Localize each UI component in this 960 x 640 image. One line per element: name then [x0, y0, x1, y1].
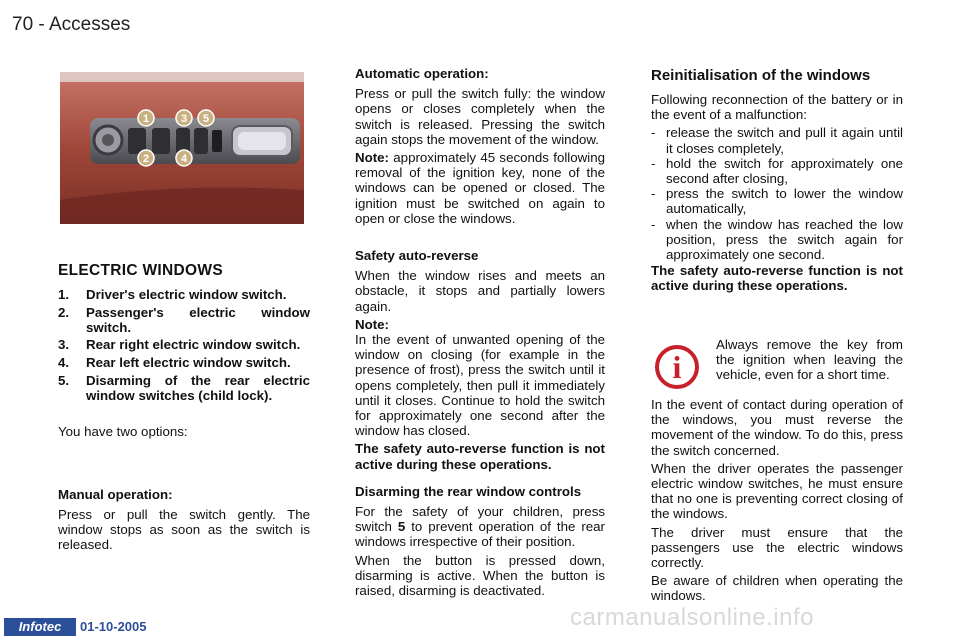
safety-auto-reverse-title: Safety auto-reverse: [355, 248, 479, 264]
safety-warning: The safety auto-reverse function is not active during these operations.: [355, 441, 605, 472]
callout-5: 5: [202, 113, 210, 125]
note-label: Note:: [355, 150, 389, 166]
list-item: - when the window has reached the low position, press the switch again for approximately one second.: [651, 216, 903, 263]
reinitialisation-intro: Following reconnection of the battery or in the event of a malfunction:: [651, 92, 903, 123]
column-2: [355, 66, 605, 598]
disarming-body-end: to prevent operation of the rear windows irrespective of their position.: [355, 519, 605, 550]
automatic-operation-title: Automatic operation:: [355, 66, 489, 81]
info-icon: [652, 342, 702, 392]
page-title: Accesses: [48, 14, 131, 35]
reinitialisation-title: Reinitialisation of the windows: [651, 67, 871, 84]
callout-4: 4: [180, 153, 188, 165]
switch-4-shape: [194, 128, 208, 154]
column-1: [58, 262, 310, 553]
paragraph-contact: In the event of contact during operation of the windows, you must reverse the movement of the window. To do this, press the switch concerned.: [651, 397, 903, 458]
window-switch-illustration: [60, 72, 304, 224]
column-3-lower: [651, 397, 903, 604]
disarming-body-start: For the safety of your children, press switch: [355, 504, 605, 535]
manual-operation-title: Manual operation:: [58, 486, 173, 502]
callout-3: 3: [180, 113, 188, 125]
column-3: [651, 68, 903, 294]
svg-text:i: i: [672, 349, 682, 385]
header-separator: -: [38, 14, 45, 35]
paragraph-children: Be aware of children when operating the windows.: [651, 573, 903, 604]
list-item: - press the switch to lower the window automatically,: [651, 186, 903, 217]
reinitialisation-warning: The safety auto-reverse function is not active during these operations.: [651, 263, 903, 294]
switch-number: 5: [397, 519, 406, 535]
info-note-text: Always remove the key from the ignition when leaving the vehicle, even for a short time.: [716, 337, 903, 383]
manual-operation-body: Press or pull the switch gently. The window stops as soon as the switch is released.: [58, 506, 310, 553]
list-item: 1. Driver's electric window switch.: [58, 287, 287, 302]
page-header: [12, 14, 130, 36]
paragraph-driver-operates: When the driver operates the passenger electric window switches, he must ensure that no one is preventing correct closing of the windows.: [651, 460, 903, 522]
list-item: - hold the switch for approximately one second after closing,: [651, 155, 903, 187]
paragraph-driver-ensure: The driver must ensure that the passengers use the electric windows correctly.: [651, 524, 903, 571]
list-item: 5. Disarming of the rear electric window switches (child lock).: [58, 372, 310, 403]
switch-list: [58, 288, 310, 404]
safety-auto-reverse-body: When the window rises and meets an obstacle, it stops and partially lowers again.: [355, 268, 605, 314]
disarming-title: Disarming the rear window controls: [355, 483, 582, 499]
note-body: approximately 45 seconds following removal of the ignition key, none of the windows can be opened or closed. The ignition must be switched on again to open or close the windows.: [355, 150, 605, 226]
options-intro: You have two options:: [58, 423, 188, 439]
callout-1: 1: [142, 113, 150, 125]
watermark: carmanualsonline.info: [570, 604, 814, 631]
note-body-2: In the event of unwanted opening of the window on closing (for example in the presence of frost), press the switch until it opens completely, then pull it immediately until it closes. Continue to hold the switch for approximately one second after the window has closed.: [355, 332, 605, 439]
door-panel-drawing: [60, 72, 304, 224]
list-item: - release the switch and pull it again until it closes completely,: [651, 125, 903, 156]
switch-5-shape: [212, 130, 222, 152]
reinitialisation-steps: [651, 125, 903, 262]
automatic-operation-body: Press or pull the switch fully: the window opens or closes completely when the switch is released. Pressing the switch again stops the movement of the window.: [355, 86, 605, 147]
section-heading-electric-windows: ELECTRIC WINDOWS: [58, 262, 223, 279]
footer-date: 01-10-2005: [80, 619, 147, 634]
info-note: [716, 337, 903, 383]
list-item: 2. Passenger's electric window switch.: [58, 304, 310, 335]
list-item: 3. Rear right electric window switch.: [58, 337, 301, 353]
page-number: 70: [12, 14, 34, 35]
note-label-2: Note:: [355, 316, 389, 332]
disarming-body-2: When the button is pressed down, disarming is active. When the button is raised, disarming is deactivated.: [355, 552, 605, 599]
switch-2-shape: [152, 128, 170, 154]
callout-2: 2: [142, 153, 150, 165]
list-item: 4. Rear left electric window switch.: [58, 355, 291, 371]
infotec-logo: Infotec: [4, 618, 76, 636]
